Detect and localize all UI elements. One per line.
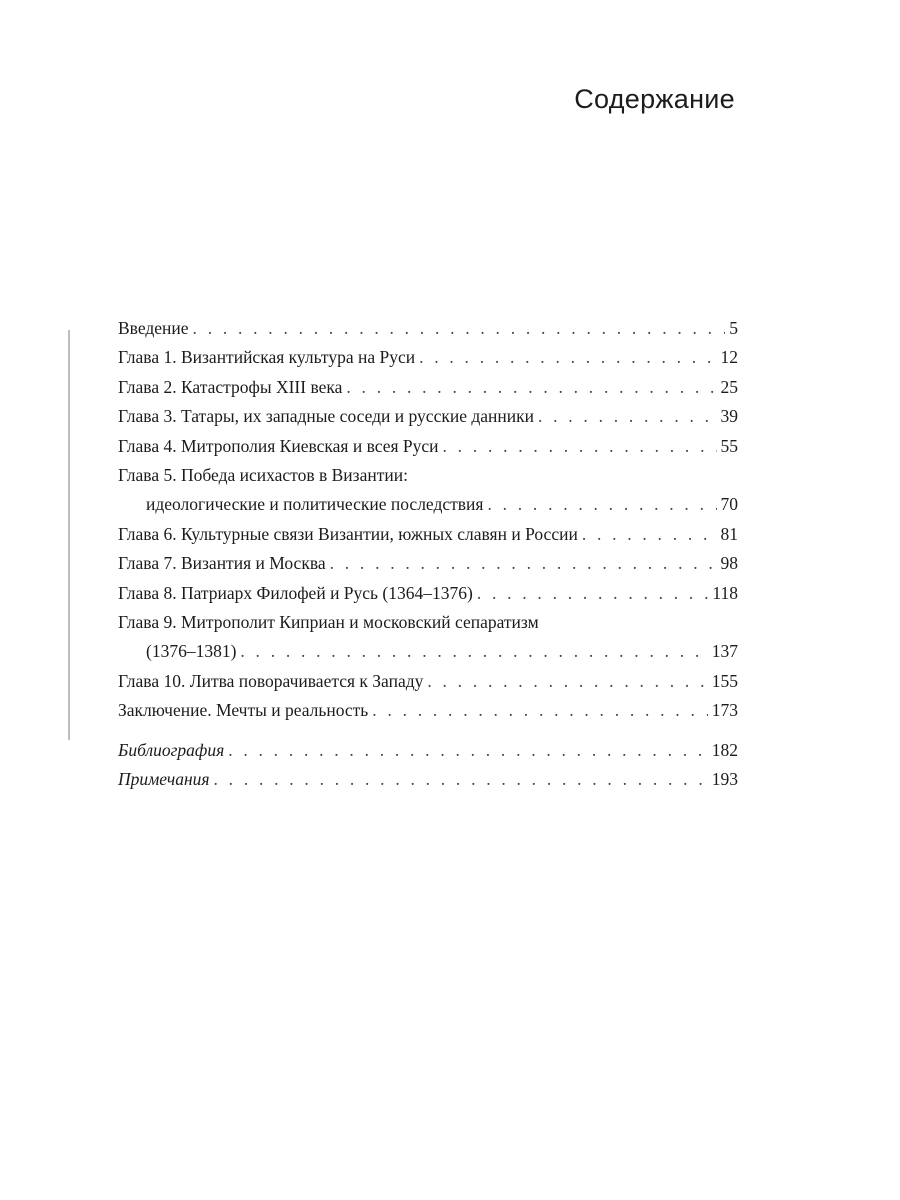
toc-page-number: 173 — [711, 700, 738, 721]
toc-entry-text: идеологические и политические последствия — [146, 494, 484, 515]
dot-leader — [193, 314, 726, 343]
toc-entry-text: Библиография — [118, 740, 225, 760]
dot-leader — [487, 490, 716, 519]
toc-entry-chapter-3[interactable] — [118, 402, 738, 431]
toc-entry-text: Глава 3. Татары, их западные соседи и русские данники — [118, 406, 534, 427]
toc-entry-introduction[interactable] — [118, 314, 738, 343]
dot-leader — [228, 736, 708, 765]
toc-entry-text: Глава 9. Митрополит Киприан и московский сепаратизм — [118, 611, 539, 632]
table-of-contents — [118, 314, 738, 725]
toc-page-number: 70 — [720, 494, 738, 515]
dot-leader — [538, 402, 717, 431]
toc-entry-text: Введение — [118, 318, 189, 338]
toc-page-number: 155 — [711, 670, 738, 691]
toc-entry-text: Примечания — [118, 769, 210, 790]
toc-entry-chapter-5[interactable] — [118, 461, 738, 490]
dot-leader — [240, 637, 707, 666]
dot-leader — [214, 765, 708, 794]
toc-entry-chapter-5-continued[interactable] — [118, 490, 738, 519]
toc-page-number: 12 — [720, 347, 738, 368]
toc-entry-bibliography[interactable] — [118, 736, 738, 765]
toc-entry-notes[interactable] — [118, 765, 738, 794]
toc-page-number: 81 — [720, 523, 738, 544]
toc-entry-text: (1376–1381) — [146, 641, 237, 662]
toc-entry-chapter-9-continued[interactable] — [118, 637, 738, 666]
toc-entry-chapter-7[interactable] — [118, 549, 738, 578]
dot-leader — [477, 579, 709, 608]
toc-entry-chapter-8[interactable] — [118, 579, 738, 608]
toc-entry-text: Глава 5. Победа исихастов в Византии: — [118, 464, 408, 485]
toc-entry-text: Глава 10. Литва поворачивается к Западу — [118, 670, 424, 691]
toc-entry-text: Глава 7. Византия и Москва — [118, 553, 326, 574]
toc-entry-chapter-6[interactable] — [118, 520, 738, 549]
page-edge-shadow — [68, 330, 70, 740]
dot-leader — [346, 373, 716, 402]
toc-page-number: 118 — [712, 582, 738, 603]
toc-entry-text: Глава 4. Митрополия Киевская и всея Руси — [118, 435, 439, 456]
toc-entry-chapter-10[interactable] — [118, 667, 738, 696]
dot-leader — [427, 667, 707, 696]
dot-leader — [372, 696, 707, 725]
toc-page-number: 193 — [711, 769, 738, 790]
toc-entry-conclusion[interactable] — [118, 696, 738, 725]
toc-entry-chapter-1[interactable] — [118, 343, 738, 372]
toc-page-number: 5 — [729, 318, 738, 338]
toc-page-number: 182 — [711, 740, 738, 760]
page-title: Содержание — [574, 84, 735, 114]
toc-entry-text: Заключение. Мечты и реальность — [118, 700, 369, 721]
toc-entry-text: Глава 1. Византийская культура на Руси — [118, 347, 416, 368]
toc-page-number: 98 — [720, 553, 738, 574]
toc-page-number: 39 — [720, 406, 738, 427]
toc-entry-chapter-4[interactable] — [118, 432, 738, 461]
toc-page-number: 55 — [720, 435, 738, 456]
toc-entry-text: Глава 6. Культурные связи Византии, южных славян и России — [118, 523, 578, 544]
toc-entry-chapter-2[interactable] — [118, 373, 738, 402]
dot-leader — [419, 343, 716, 372]
toc-entry-text: Глава 8. Патриарх Филофей и Русь (1364–1376) — [118, 582, 473, 603]
toc-entry-chapter-9[interactable] — [118, 608, 738, 637]
back-matter-list — [118, 736, 738, 795]
toc-entry-text: Глава 2. Катастрофы XIII века — [118, 376, 343, 397]
dot-leader — [330, 549, 717, 578]
toc-page-number: 137 — [711, 641, 738, 662]
toc-page-number: 25 — [720, 376, 738, 397]
dot-leader — [443, 432, 717, 461]
dot-leader — [582, 520, 717, 549]
